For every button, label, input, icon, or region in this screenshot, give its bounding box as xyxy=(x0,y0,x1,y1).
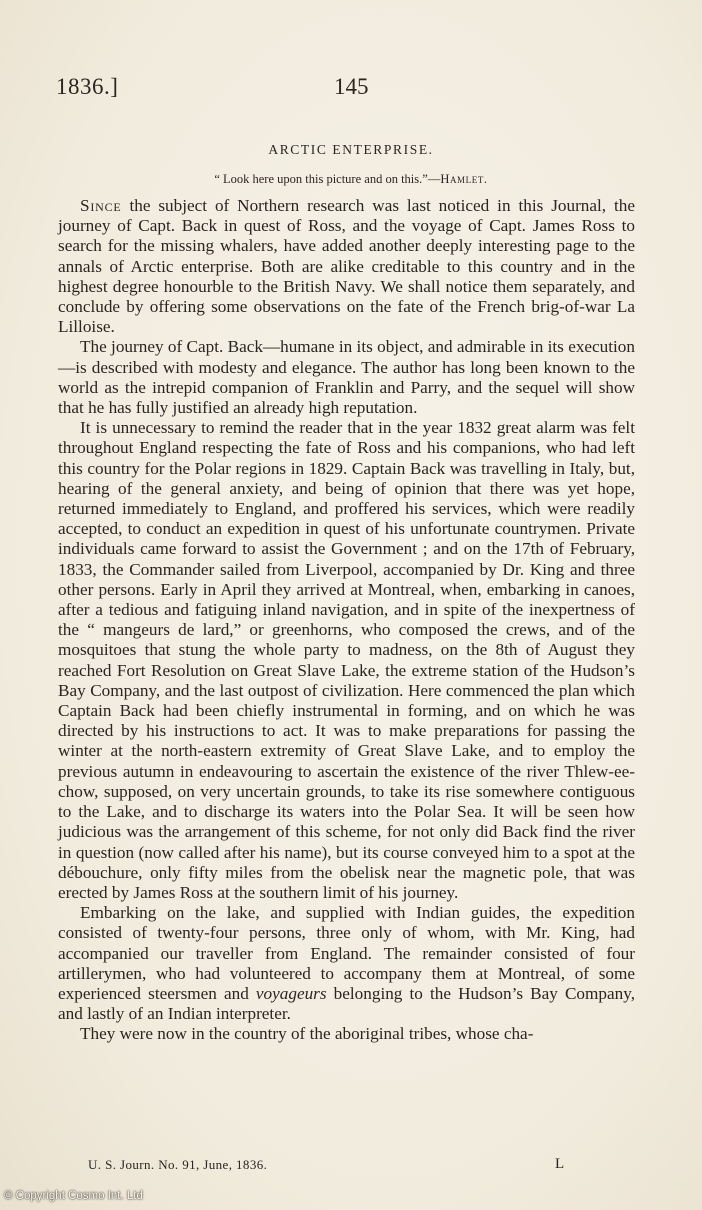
running-header-year: 1836.] xyxy=(56,74,119,99)
epigraph-quote: “ Look here upon this picture and on this.”— xyxy=(214,172,441,186)
paragraph-text: the subject of Northern research was last noticed in this Journal, the journey of Capt. Back in quest of Ross, and the voyage of Capt. James Ross to search for the missing whalers, have added another deeply interesting page to the annals of Arctic enterprise. Both are alike creditable to this country and in the highest degree honourble to the British Navy. We shall notice them separately, and conclude by offering some observations on the fate of the French brig-of-war La Lilloise. xyxy=(58,196,635,337)
page-number: 145 xyxy=(334,74,369,99)
signature-mark: L xyxy=(555,1156,565,1172)
article-title: ARCTIC ENTERPRISE. xyxy=(268,142,434,157)
paragraph-5: They were now in the country of the aboriginal tribes, whose cha- xyxy=(80,1024,534,1044)
italic-term: voyageurs xyxy=(255,983,327,1003)
drop-lead-word: Since xyxy=(80,196,122,215)
copyright-watermark: © Copyright Cosmo Int. Ltd xyxy=(4,1190,143,1202)
paragraph-text: belonging to the Hudson’s Bay Company, and lastly of an Indian interpreter. xyxy=(58,983,635,1024)
paragraph-3: It is unnecessary to remind the reader that in the year 1832 great alarm was felt throughout England respecting the fate of Ross and his companions, who had left this country for the Polar regions in 1829. Captain Back was travelling in Italy, but, hearing of the general anxiety, and being of opinion that there was yet hope, returned immediately to England, and proffered his services, which were readily accepted, to conduct an expedition in quest of his unfortunate countrymen. Private individuals came forward to assist the Government ; and on the 17th of February, 1833, the Commander sailed from Liverpool, accompanied by Dr. King and three other persons. Early in April they arrived at Montreal, when, embarking in canoes, after a tedious and fatiguing inland navigation, and in spite of the inexpertness of the “ mangeurs de lard,” or greenhorns, who composed the crews, and of the mosquitoes that stung the whole party to madness, on the 8th of August they reached Fort Resolution on Great Slave Lake, the extreme station of the Hudson’s Bay Company, and the last outpost of civilization. Here commenced the plan which Captain Back had been chiefly instrumental in forming, and on which he was directed by his instructions to act. It was to make preparations for passing the winter at the north-eastern extremity of Great Slave Lake, and to employ the previous autumn in endeavouring to ascertain the existence of the river Thlew-ee-chow, supposed, on very uncertain grounds, to take its rise somewhere contiguous to the Lake, and to discharge its waters into the Polar Sea. It will be seen how judicious was the arrangement of this scheme, for not only did Back find the river in question (now called after his name), but its course conveyed him to a spot at the débouchure, only fifty miles from the obelisk near the magnetic pole, that was erected by James Ross at the southern limit of his journey. xyxy=(58,418,635,902)
paragraph-1 xyxy=(58,196,635,337)
article-body xyxy=(58,196,635,1045)
paragraph-text: Embarking on the lake, and supplied with Indian guides, the expedition consisted of twenty-four persons, three only of whom, with Mr. King, had accompanied our traveller from England. The remainder consisted of four artillerymen, who had volunteered to accompany them at Montreal, of some experienced steersmen and xyxy=(58,903,635,1003)
epigraph xyxy=(0,172,702,187)
paragraph-4 xyxy=(58,903,635,1024)
epigraph-source: Hamlet. xyxy=(440,172,488,186)
footer-journal: U. S. Journ. No. 91, June, 1836. xyxy=(88,1157,268,1172)
paragraph-2: The journey of Capt. Back—humane in its object, and admirable in its execution—is described with modesty and elegance. The author has long been known to the world as the intrepid companion of Franklin and Parry, and the sequel will show that he has fully justified an already high reputation. xyxy=(58,337,635,418)
